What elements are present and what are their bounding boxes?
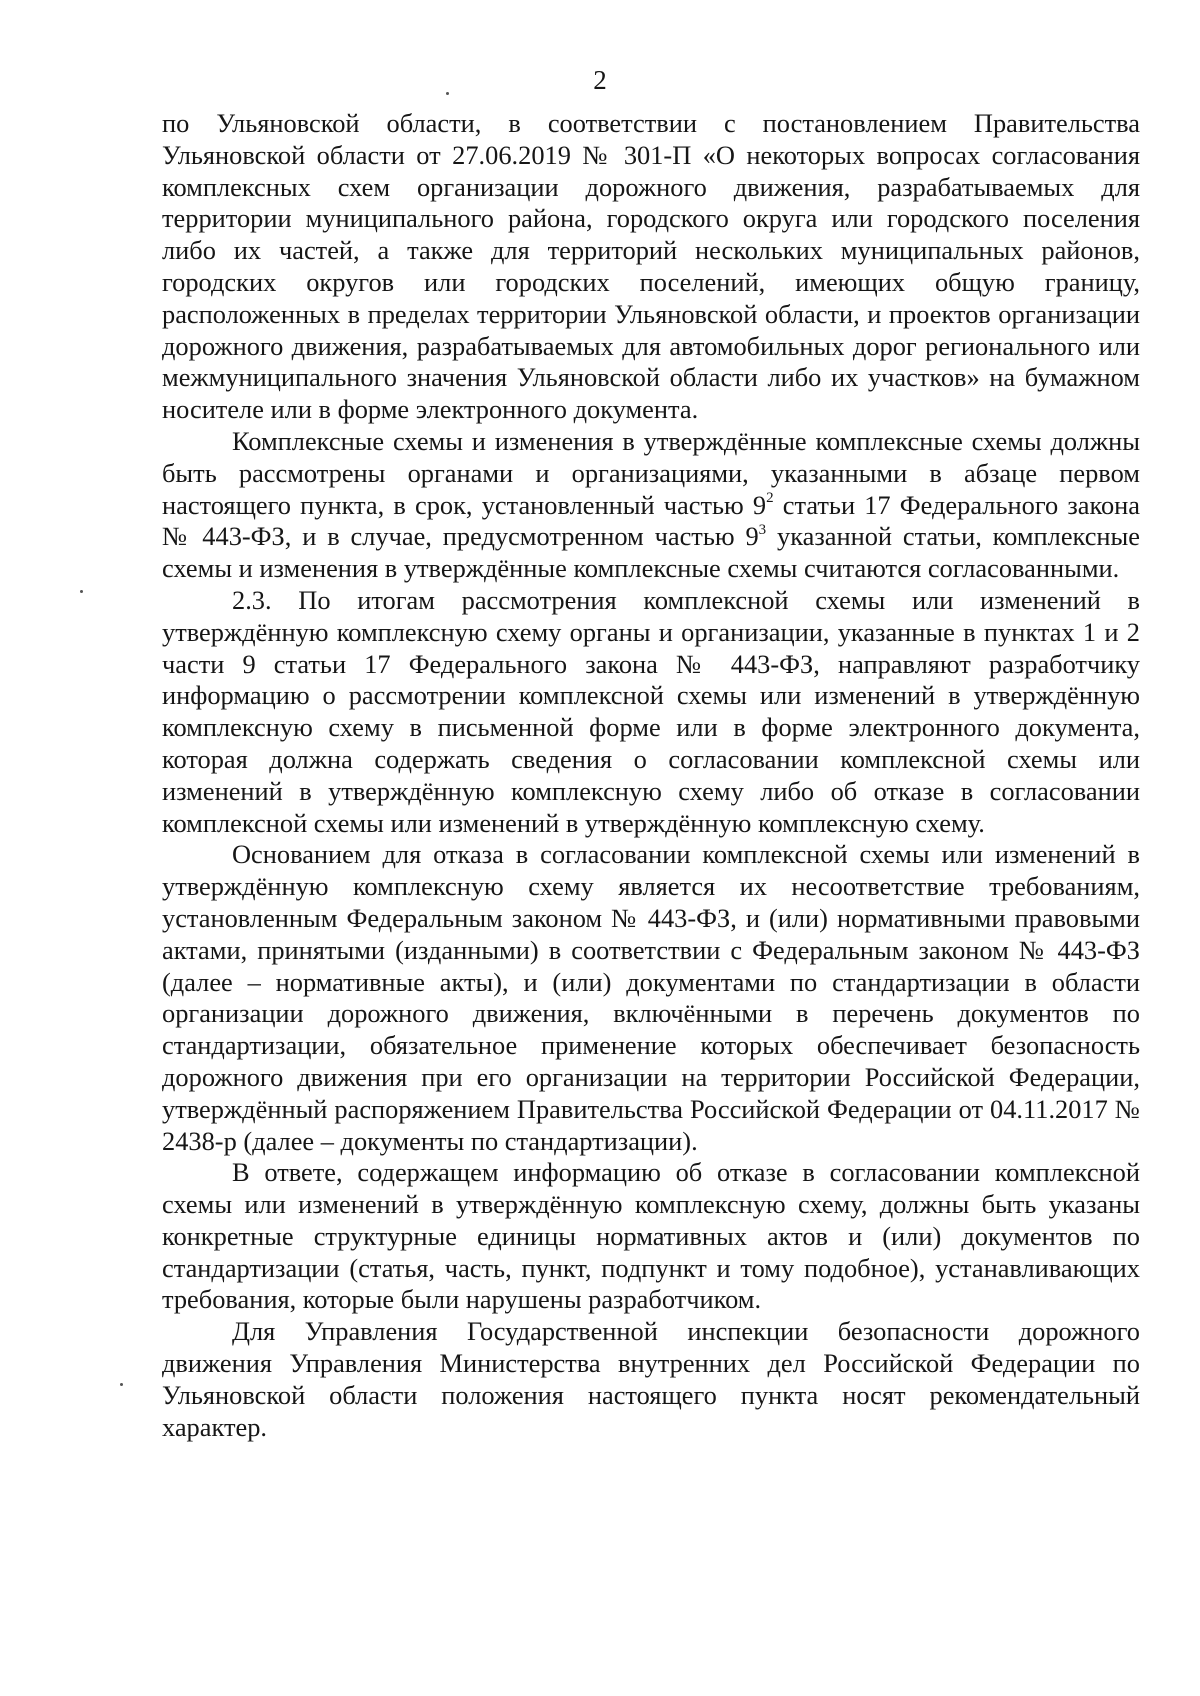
paragraph-refusal-grounds: Основанием для отказа в согласовании комплексной схемы или изменений в утверждённую комплексную схему является их несоответствие требованиям, установленным Федеральным законом № 443-ФЗ, и (или) нормативными правовыми актами, принятыми (изданными) в соответствии с Федеральным законом № 443-ФЗ (далее – нормативные акты), и (или) документами по стандартизации в области организации дорожного движения, включёнными в перечень документов по стандартизации, обязательное применение которых обеспечивает безопасность дорожного движения при его организации на территории Российской Федерации, утверждённый распоряжением Правительства Российской Федерации от 04.11.2017 № 2438-р (далее – документы по стандартизации). bbox=[162, 839, 1140, 1156]
document-body bbox=[162, 108, 1140, 1443]
paragraph-review-deadline-part2: статьи 17 Федерального закона № 443-ФЗ, и в случае, предусмотренном частью 9 bbox=[162, 489, 1140, 552]
scan-speck bbox=[120, 1383, 123, 1386]
superscript-3: 3 bbox=[758, 521, 767, 538]
scan-speck bbox=[80, 590, 83, 593]
superscript-2: 2 bbox=[766, 489, 774, 506]
paragraph-review-deadline-part1: Комплексные схемы и изменения в утверждённые комплексные схемы должны быть рассмотрены органами и организациями, указанными в абзаце первом настоящего пункта, в срок, установленный частью 9 bbox=[162, 425, 1140, 520]
paragraph-continuation: по Ульяновской области, в соответствии с постановлением Правительства Ульяновской области от 27.06.2019 № 301-П «О некоторых вопросах согласования комплексных схем организации дорожного движения, разрабатываемых для территории муниципального района, городского округа или городского поселения либо их частей, а также для территорий нескольких муниципальных районов, городских округов или городских поселений, имеющих общую границу, расположенных в пределах территории Ульяновской области, и проектов организации дорожного движения, разрабатываемых для автомобильных дорог регионального или межмуниципального значения Ульяновской области либо их участков» на бумажном носителе или в форме электронного документа. bbox=[162, 108, 1140, 425]
scan-speck bbox=[446, 92, 449, 95]
paragraph-review-deadline bbox=[162, 426, 1140, 585]
paragraph-refusal-response: В ответе, содержащем информацию об отказе в согласовании комплексной схемы или изменений в утверждённую комплексную схему, должны быть указаны конкретные структурные единицы нормативных актов и (или) документов по стандартизации (статья, часть, пункт, подпункт и тому подобное), устанавливающих требования, которые были нарушены разработчиком. bbox=[162, 1157, 1140, 1315]
page-number: 2 bbox=[593, 65, 607, 95]
paragraph-review-deadline-part3: указанной статьи, комплексные схемы и изменения в утверждённые комплексные схемы считаются согласованными. bbox=[162, 521, 1140, 584]
paragraph-gibdd-recommendation: Для Управления Государственной инспекции безопасности дорожного движения Управления Министерства внутренних дел Российской Федерации по Ульяновской области положения настоящего пункта носят рекомендательный характер. bbox=[162, 1316, 1140, 1442]
paragraph-2-3: 2.3. По итогам рассмотрения комплексной схемы или изменений в утверждённую комплексную схему органы и организации, указанные в пунктах 1 и 2 части 9 статьи 17 Федерального закона № 443-ФЗ, направляют разработчику информацию о рассмотрении комплексной схемы или изменений в утверждённую комплексную схему в письменной форме или в форме электронного документа, которая должна содержать сведения о согласовании комплексной схемы или изменений в утверждённую комплексную схему либо об отказе в согласовании комплексной схемы или изменений в утверждённую комплексную схему. bbox=[162, 584, 1140, 838]
